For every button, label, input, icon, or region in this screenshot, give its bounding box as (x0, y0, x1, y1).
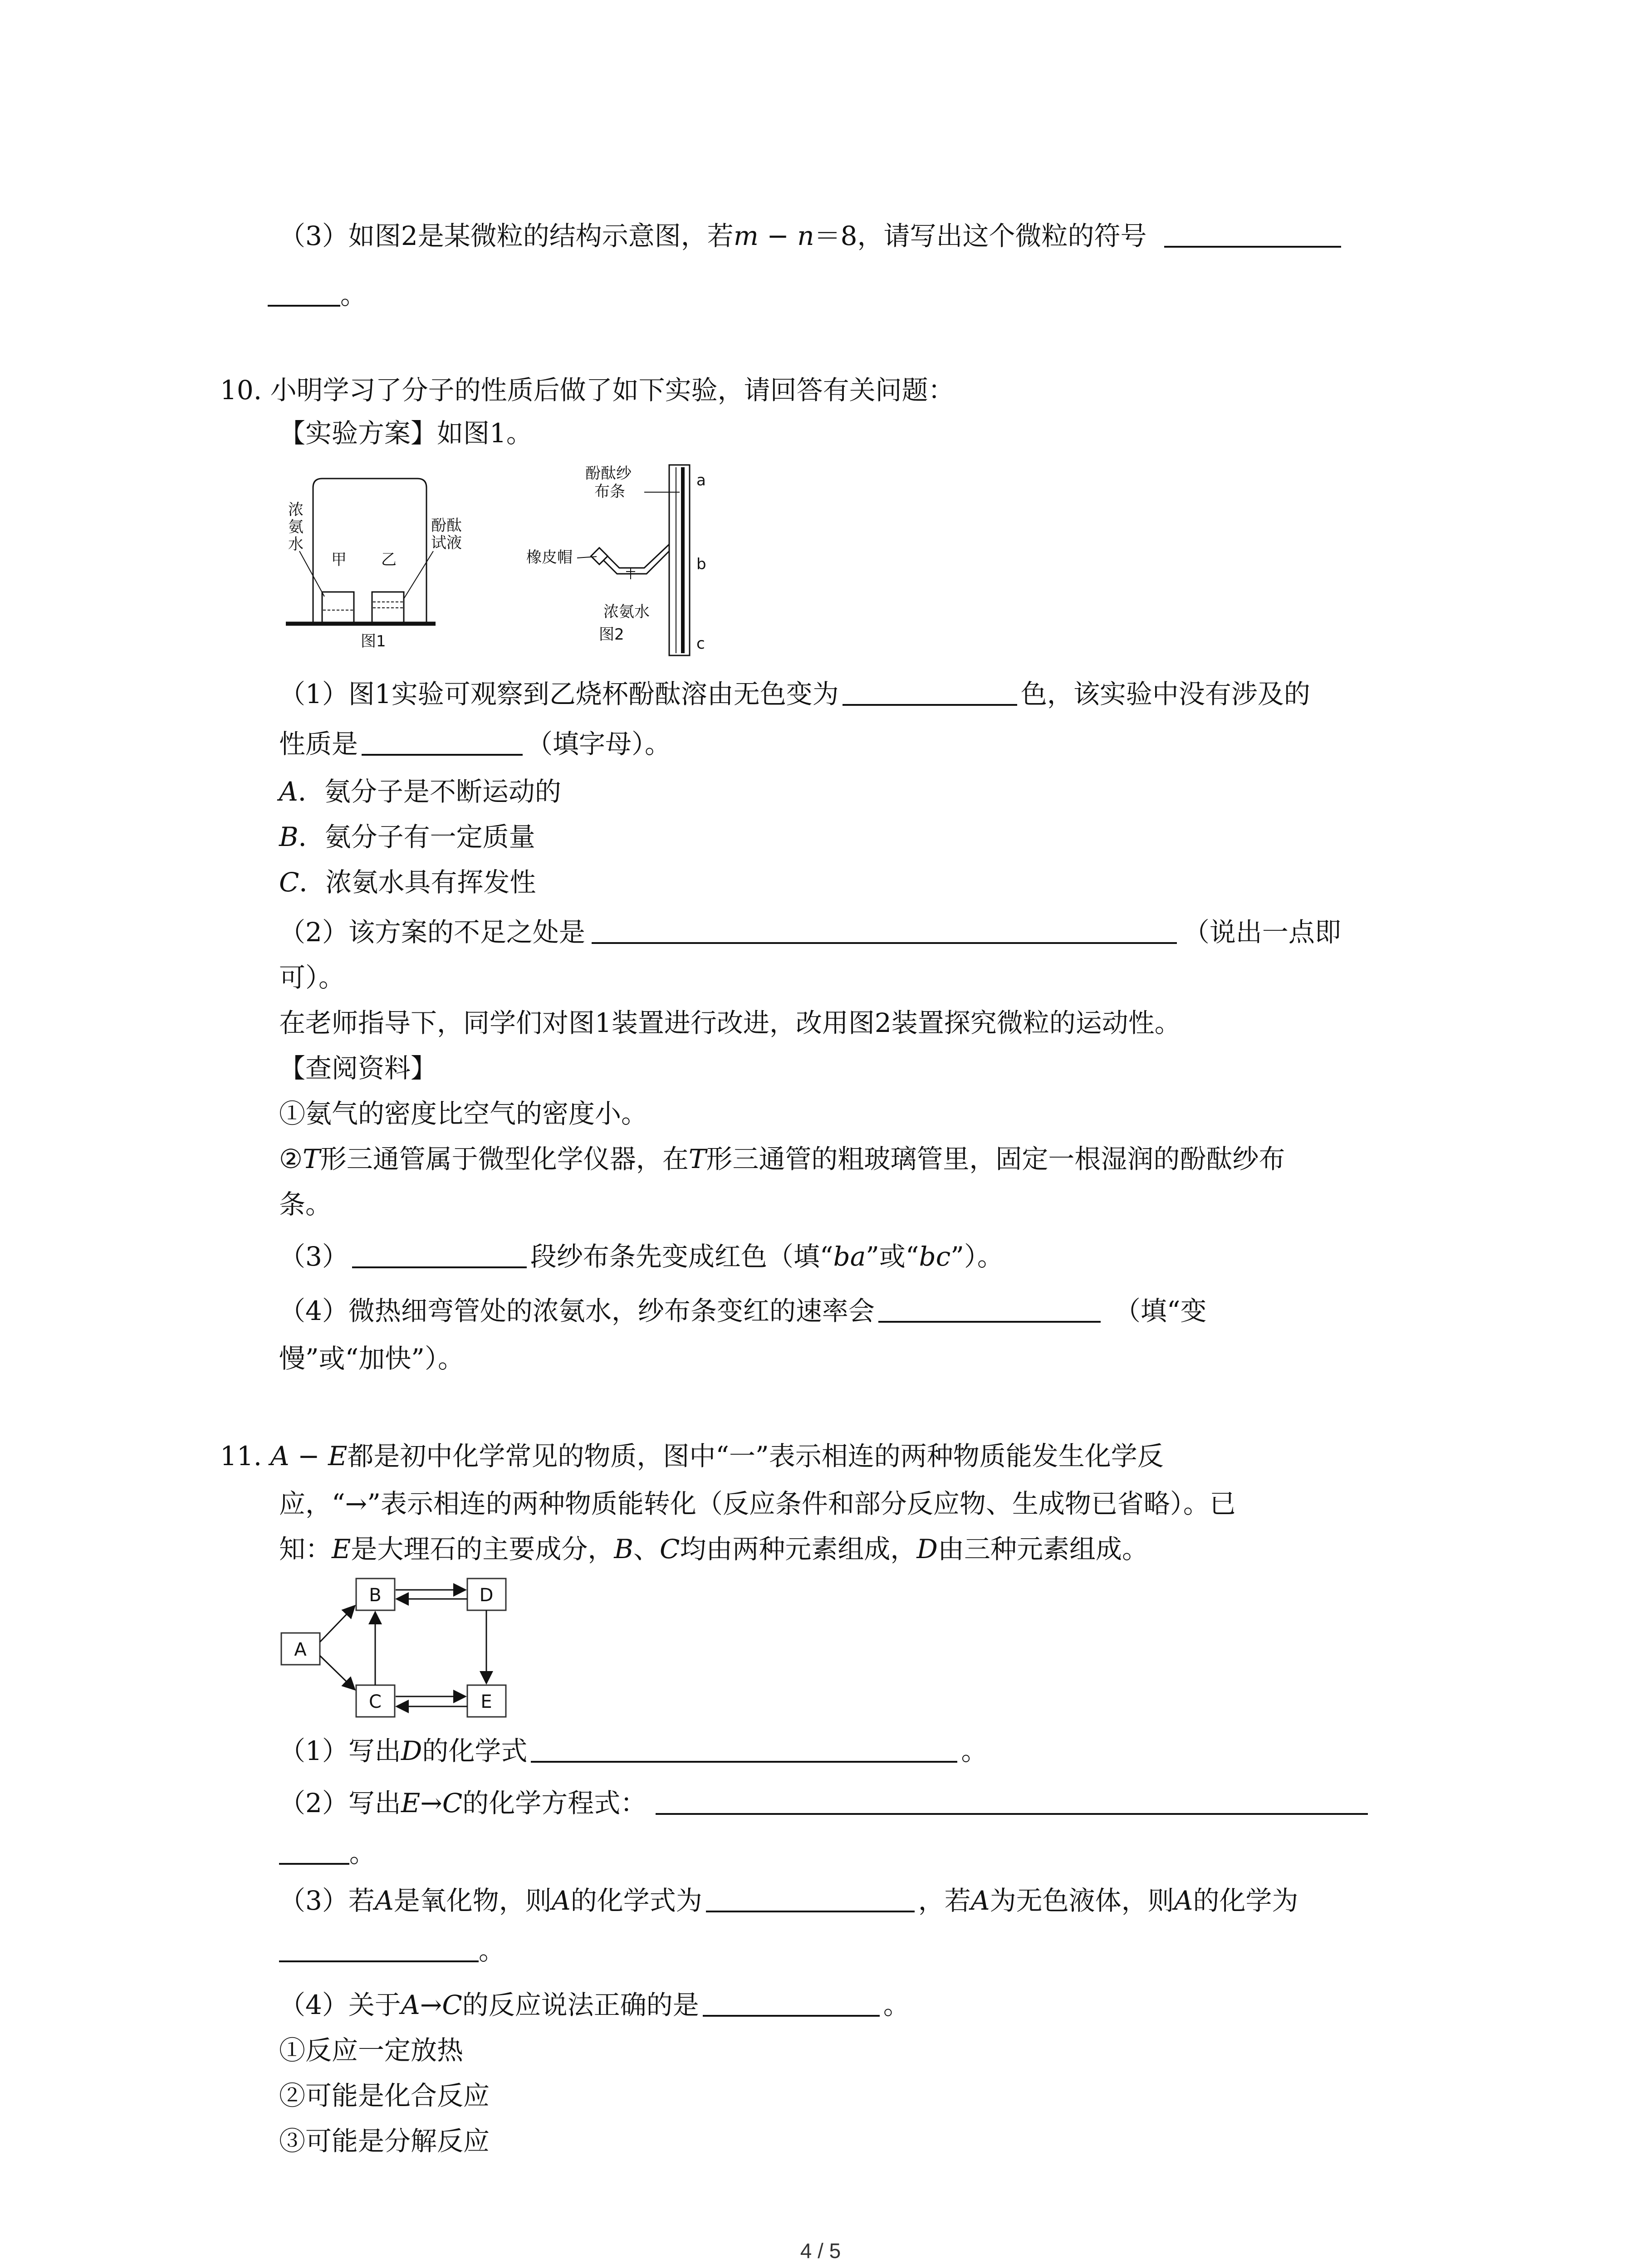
fig2-label-rubber-cap: 橡皮帽 (526, 548, 573, 567)
figure-2-caption: 图2 (599, 626, 624, 644)
box-a (281, 1633, 320, 1665)
q11-option-1: ①反应一定放热 (279, 2035, 464, 2066)
q10-part2-line1: （2）该方案的不足之处是 （说出一点即 (279, 914, 1341, 950)
answer-blank[interactable] (1164, 219, 1341, 248)
q9-part3-line1: （3）如图2是某微粒的结构示意图，若m − n＝8，请写出这个微粒的符号 (279, 218, 1341, 254)
point-c-label: c (696, 635, 705, 653)
reference-title: 【查阅资料】 (279, 1053, 437, 1084)
q10-part1-line1: （1）图1实验可观察到乙烧杯酚酞溶由无色变为 色，该实验中没有涉及的 (279, 676, 1310, 712)
box-b (356, 1579, 395, 1610)
box-e (467, 1685, 506, 1717)
q10-part3: （3） 段纱布条先变成红色（填“ba”或“bc”）。 (279, 1238, 1004, 1275)
q11-part3-line1: （3）若A是氧化物，则A的化学式为 ，若A为无色液体，则A的化学为 (279, 1882, 1298, 1919)
point-b-label: b (696, 555, 706, 573)
answer-blank[interactable] (592, 915, 1177, 944)
answer-blank[interactable] (843, 677, 1017, 706)
beaker-yi-label: 乙 (381, 551, 397, 569)
q11-option-2: ②可能是化合反应 (279, 2080, 490, 2111)
box-a-label: A (294, 1639, 307, 1660)
fig1-label-phenolphthalein: 酚酞 (431, 517, 462, 535)
q10-part4-line2: 慢”或“加快”）。 (279, 1343, 464, 1374)
reference-1: ①氨气的密度比空气的密度小。 (279, 1098, 648, 1129)
answer-blank[interactable] (878, 1294, 1101, 1323)
fig1-label-ammonia: 氨 (288, 518, 304, 536)
figure-1-caption: 图1 (361, 632, 386, 650)
answer-blank[interactable] (706, 1883, 915, 1912)
answer-blank[interactable] (531, 1734, 957, 1763)
answer-blank[interactable] (362, 727, 523, 756)
fig2-label-strip: 布条 (594, 483, 625, 501)
box-d (467, 1579, 506, 1610)
reference-2-line1: ②T形三通管属于微型化学仪器，在T形三通管的粗玻璃管里，固定一根湿润的酚酞纱布 (279, 1144, 1285, 1174)
point-a-label: a (696, 471, 706, 489)
box-c (356, 1685, 395, 1717)
box-e-label: E (480, 1691, 492, 1712)
substance-relation-diagram (277, 1574, 531, 1724)
experiment-plan: 【实验方案】如图1。 (279, 418, 533, 449)
figure-2 (526, 464, 706, 655)
answer-blank[interactable] (656, 1786, 1368, 1815)
page-number: 4 / 5 (800, 2239, 841, 2263)
answer-blank[interactable] (352, 1239, 527, 1268)
q10-part1-line2: 性质是 （填字母）。 (279, 726, 671, 762)
q11-part3-line2: 。 (279, 1932, 505, 1969)
answer-blank[interactable] (703, 1988, 880, 2017)
box-c-label: C (369, 1691, 382, 1712)
question-11-line3: 知：E是大理石的主要成分，B、C均由两种元素组成，D由三种元素组成。 (279, 1534, 1148, 1564)
q11-option-3: ③可能是分解反应 (279, 2126, 490, 2156)
fig1-label-phenolphthalein: 试液 (431, 534, 462, 552)
fig2-label-ammonia-water: 浓氨水 (603, 603, 650, 621)
fig2-label-strip: 酚酞纱 (585, 464, 632, 483)
q10-part4-line1: （4）微热细弯管处的浓氨水，纱布条变红的速率会 （填“变 (279, 1293, 1207, 1329)
figure-1 (286, 479, 462, 650)
box-b-label: B (369, 1585, 382, 1606)
fig1-label-ammonia: 水 (288, 535, 304, 553)
option-a: A．氨分子是不断运动的 (279, 776, 561, 807)
answer-blank[interactable] (279, 1933, 479, 1962)
reference-2-line2: 条。 (279, 1189, 332, 1220)
fig1-label-ammonia: 浓 (288, 501, 304, 519)
q11-part4: （4）关于A→C的反应说法正确的是 。 (279, 1987, 910, 2023)
answer-blank[interactable] (268, 278, 340, 307)
question-10-title: 10. 小明学习了分子的性质后做了如下实验，请回答有关问题： (220, 375, 955, 406)
q11-part2-line1: （2）写出E→C的化学方程式： (279, 1785, 1368, 1821)
option-b: B．氨分子有一定质量 (279, 821, 535, 852)
beaker-jia-label: 甲 (331, 551, 347, 569)
box-d-label: D (479, 1585, 494, 1606)
q11-part1: （1）写出D的化学式 。 (279, 1733, 987, 1769)
q10-part2-line2: 可）。 (279, 962, 345, 993)
q11-part2-line2: 。 (279, 1835, 376, 1871)
question-11-line1: 11. A − E都是初中化学常见的物质，图中“一”表示相连的两种物质能发生化学反 (220, 1441, 1164, 1471)
option-c: C．浓氨水具有挥发性 (279, 867, 536, 898)
experiment-figures (281, 460, 780, 669)
q9-part3-line2: 。 (268, 277, 367, 313)
answer-blank[interactable] (279, 1836, 349, 1865)
improvement-text: 在老师指导下，同学们对图1装置进行改进，改用图2装置探究微粒的运动性。 (279, 1007, 1181, 1038)
question-11-line2: 应，“→”表示相连的两种物质能转化（反应条件和部分反应物、生成物已省略）。已 (279, 1488, 1236, 1519)
